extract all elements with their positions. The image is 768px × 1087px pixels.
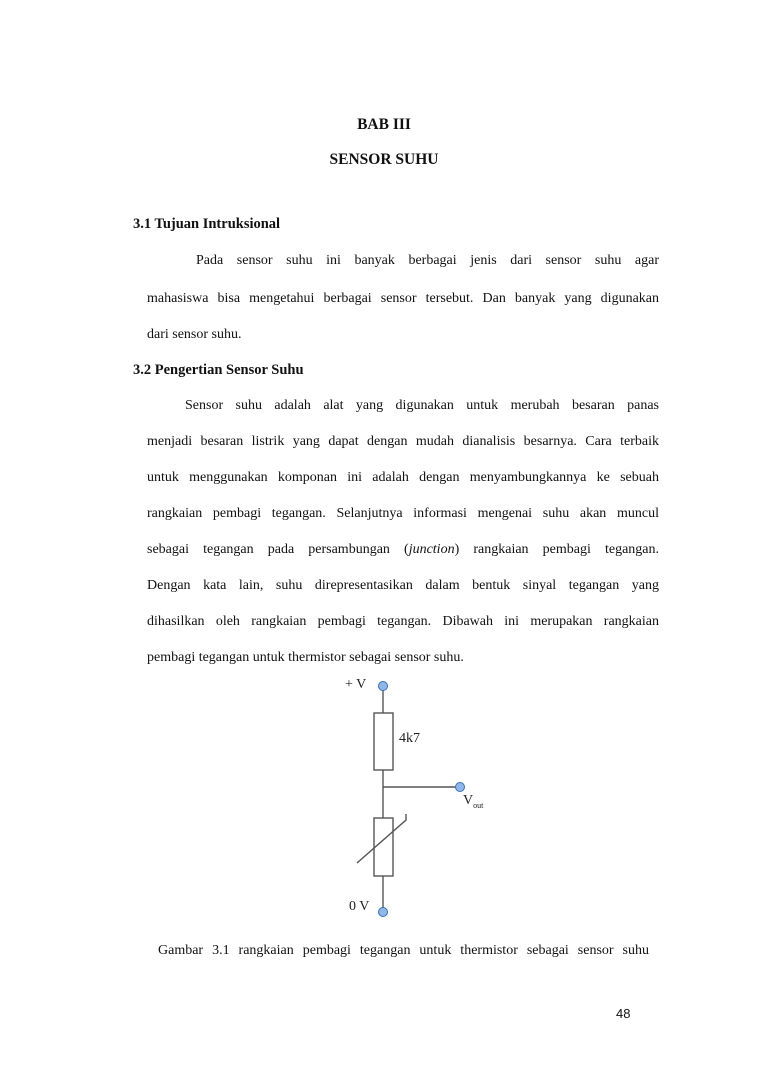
text-segment: sebagai tegangan pada persambungan ( — [147, 542, 409, 557]
paragraph-line: rangkaian pembagi tegangan. Selanjutnya informasi mengenai suhu akan muncul — [147, 506, 659, 521]
supply-node-icon — [379, 682, 388, 691]
chapter-number: BAB III — [357, 116, 411, 133]
paragraph-line: Sensor suhu adalah alat yang digunakan untuk merubah besaran panas — [185, 398, 659, 413]
output-label — [463, 793, 483, 810]
section-heading-3-2: 3.2 Pengertian Sensor Suhu — [133, 362, 304, 378]
paragraph-line: Pada sensor suhu ini banyak berbagai jenis dari sensor suhu agar — [196, 253, 659, 268]
output-label-sub: out — [473, 800, 484, 810]
text-segment: ) rangkaian pembagi tegangan. — [454, 542, 659, 557]
supply-label: + V — [345, 677, 367, 692]
voltage-divider-diagram — [330, 665, 530, 925]
ground-node-icon — [379, 908, 388, 917]
paragraph-line: mahasiswa bisa mengetahui berbagai sensor tersebut. Dan banyak yang digunakan — [147, 291, 659, 306]
paragraph-line: dari sensor suhu. — [147, 327, 242, 342]
page-number: 48 — [616, 1006, 631, 1021]
paragraph-line: untuk menggunakan komponan ini adalah dengan menyambungkannya ke sebuah — [147, 470, 659, 485]
paragraph-line — [147, 542, 659, 558]
paragraph-line: menjadi besaran listrik yang dapat dengan mudah dianalisis besarnya. Cara terbaik — [147, 434, 659, 449]
paragraph-line: pembagi tegangan untuk thermistor sebagai sensor suhu. — [147, 650, 464, 665]
output-label-main: V — [463, 793, 474, 808]
paragraph-line: Dengan kata lain, suhu direpresentasikan dalam bentuk sinyal tegangan yang — [147, 578, 659, 593]
chapter-title: SENSOR SUHU — [329, 151, 439, 168]
section-heading-3-1: 3.1 Tujuan Intruksional — [133, 216, 281, 232]
output-node-icon — [456, 783, 465, 792]
ground-label: 0 V — [349, 899, 370, 914]
figure-caption: Gambar 3.1 rangkaian pembagi tegangan untuk thermistor sebagai sensor suhu — [158, 943, 649, 958]
italic-term: junction — [408, 542, 455, 557]
circuit-schematic — [330, 665, 530, 925]
resistor-label: 4k7 — [399, 731, 420, 746]
paragraph-line: dihasilkan oleh rangkaian pembagi tegangan. Dibawah ini merupakan rangkaian — [147, 614, 659, 629]
